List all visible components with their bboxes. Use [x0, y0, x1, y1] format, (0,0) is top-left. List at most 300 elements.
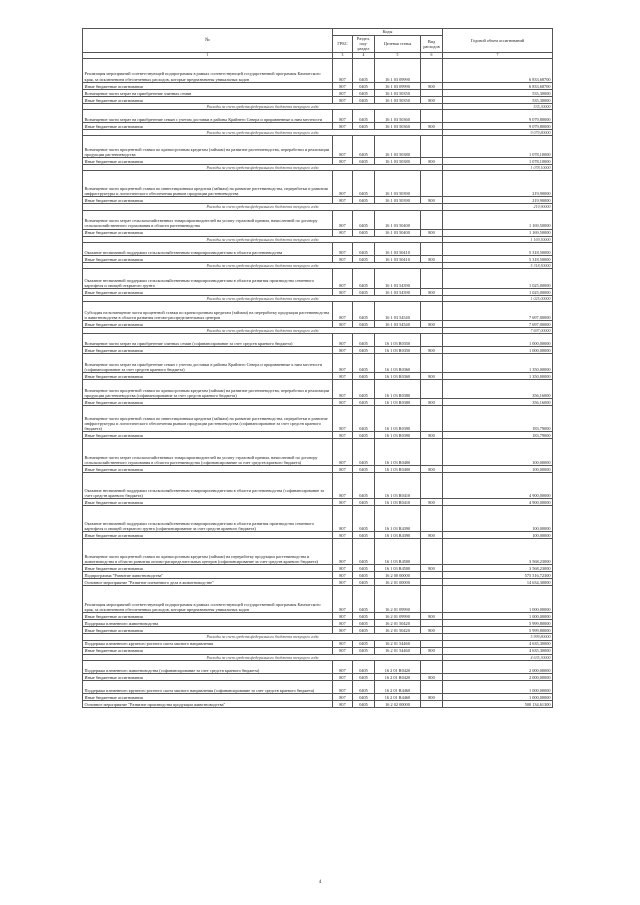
table-row: [83, 171, 553, 197]
row-target-article: 16 1 03 50350: [375, 89, 421, 96]
header-razdel: Раздел, под-раздел: [353, 36, 375, 53]
row-expense-type: 800: [421, 627, 443, 634]
note-text: Расходы за счет средств федерального бюджета текущего года: [83, 328, 443, 334]
row-target-article: 16 1 03 50400: [375, 229, 421, 236]
row-expense-type: [421, 586, 443, 613]
row-grbs: 807: [333, 171, 353, 197]
row-name: Иные бюджетные ассигнования: [83, 565, 333, 572]
row-grbs: 807: [333, 89, 353, 96]
row-target-article: 16 2 01 00000: [375, 579, 421, 586]
row-grbs: 807: [333, 123, 353, 130]
row-razdel: 0405: [353, 466, 375, 473]
row-grbs: 807: [333, 473, 353, 499]
row-razdel: 0405: [353, 586, 375, 613]
row-amount: 6 833,68700: [443, 58, 553, 82]
row-grbs: 807: [333, 647, 353, 654]
row-target-article: 16 1 03 R0350: [375, 334, 421, 347]
row-grbs: 807: [333, 334, 353, 347]
header-grbs: ГРБС: [333, 36, 353, 53]
row-expense-type: [421, 680, 443, 693]
row-name: Подпрограмма "Развитие животноводства": [83, 572, 333, 579]
row-name: Возмещение части процентной ставки по инвестиционным кредитам (займам) на развитие растениеводства, переработки и развития инфраструктуры и логистического обеспечения рынков продукции растениеводства: [83, 171, 333, 197]
row-grbs: 807: [333, 269, 353, 289]
row-razdel: 0405: [353, 229, 375, 236]
row-razdel: 0405: [353, 197, 375, 204]
row-grbs: 807: [333, 242, 353, 255]
table-row: [83, 565, 553, 572]
row-target-article: 16 1 03 50410: [375, 255, 421, 262]
row-target-article: 16 2 01 54460: [375, 640, 421, 647]
row-razdel: 0405: [353, 406, 375, 432]
row-target-article: 16 2 01 09990: [375, 586, 421, 613]
row-amount: 4 635,30000: [443, 640, 553, 647]
row-amount: 1 000,00000: [443, 613, 553, 620]
row-grbs: 807: [333, 572, 353, 579]
table-row: [83, 586, 553, 613]
row-grbs: 807: [333, 110, 353, 123]
note-sum: 535,30000: [443, 103, 553, 109]
row-expense-type: 800: [421, 693, 443, 700]
row-grbs: 807: [333, 532, 353, 539]
row-expense-type: 800: [421, 289, 443, 296]
header-tselevaya: Целевая статья: [375, 36, 421, 53]
row-expense-type: 800: [421, 613, 443, 620]
row-name: Иные бюджетные ассигнования: [83, 82, 333, 89]
row-grbs: 807: [333, 380, 353, 399]
row-razdel: 0405: [353, 289, 375, 296]
table-row: [83, 89, 553, 96]
row-expense-type: [421, 334, 443, 347]
header-index: 4: [353, 52, 375, 58]
table-row: [83, 399, 553, 406]
table-row: [83, 506, 553, 532]
row-razdel: 0405: [353, 380, 375, 399]
table-row: [83, 229, 553, 236]
table-row: [83, 499, 553, 506]
row-name: Иные бюджетные ассигнования: [83, 96, 333, 103]
row-name: Иные бюджетные ассигнования: [83, 197, 333, 204]
page-number: 4: [318, 880, 322, 885]
row-name: Оказание несвязанной поддержки сельскохозяйственным товаропроизводителям в области развития производства семенного картофеля и овощей открытого грунта (софинансирование за счет средств краевого бюджета): [83, 506, 333, 532]
row-amount: 5 999,80000: [443, 620, 553, 627]
row-amount: 1 025,00000: [443, 269, 553, 289]
header-index: 1: [83, 52, 333, 58]
note-sum: 1 169,50000: [443, 236, 553, 242]
row-amount: 219,90000: [443, 171, 553, 197]
table-row: [83, 572, 553, 579]
row-expense-type: 800: [421, 399, 443, 406]
row-name: Возмещение части процентной ставки по краткосрочным кредитам (займам) на переработку продукции растениеводства и животноводства в области развития оптово-распределительных центров (софинансирование за счет средств краевого бюджета): [83, 539, 333, 565]
row-name: Иные бюджетные ассигнования: [83, 673, 333, 680]
row-name: Возмещение части затрат сельскохозяйственных товаропроизводителей на уплату страховой премии, начисленной по договору сельскохозяйственного страхования в области растениеводства: [83, 210, 333, 229]
row-amount: 3 568,23000: [443, 539, 553, 565]
table-row: [83, 660, 553, 673]
row-name: Реализация мероприятий соответствующей подпрограммы в рамках соответствующей государственной программы Камчатского края, за исключением обеспеченных расходов, которые предназначены уникальных кодов: [83, 58, 333, 82]
row-target-article: 16 2 01 R4460: [375, 680, 421, 693]
row-name: Иные бюджетные ассигнования: [83, 373, 333, 380]
row-razdel: 0405: [353, 302, 375, 321]
row-grbs: 807: [333, 347, 353, 354]
row-expense-type: [421, 406, 443, 432]
row-amount: 4 900,00000: [443, 473, 553, 499]
row-target-article: 16 1 03 R4390: [375, 532, 421, 539]
row-amount: 183,79000: [443, 432, 553, 439]
table-row: [83, 539, 553, 565]
row-expense-type: 800: [421, 255, 443, 262]
row-target-article: 16 1 03 R0360: [375, 373, 421, 380]
row-name: Иные бюджетные ассигнования: [83, 347, 333, 354]
row-target-article: 16 1 03 R0350: [375, 347, 421, 354]
row-expense-type: 800: [421, 82, 443, 89]
row-grbs: 807: [333, 321, 353, 328]
row-grbs: 807: [333, 229, 353, 236]
row-grbs: 807: [333, 302, 353, 321]
row-target-article: 16 2 01 50420: [375, 627, 421, 634]
row-target-article: 16 2 01 50420: [375, 620, 421, 627]
row-target-article: 16 1 03 R0400: [375, 466, 421, 473]
row-name: Поддержка племенного животноводства: [83, 620, 333, 627]
row-razdel: 0405: [353, 373, 375, 380]
row-amount: 575 516,72300: [443, 572, 553, 579]
row-razdel: 0405: [353, 506, 375, 532]
row-razdel: 0405: [353, 89, 375, 96]
row-expense-type: [421, 210, 443, 229]
row-name: Реализация мероприятий соответствующей подпрограммы в рамках соответствующей государственной программы Камчатского края, за исключением обеспеченных расходов, которые предназначены уникальных кодов: [83, 586, 333, 613]
row-razdel: 0405: [353, 136, 375, 158]
row-target-article: 16 1 03 R0410: [375, 473, 421, 499]
row-razdel: 0405: [353, 627, 375, 634]
header-vid: Вид расходов: [421, 36, 443, 53]
row-razdel: 0405: [353, 110, 375, 123]
table-row: [83, 123, 553, 130]
header-index: 6: [421, 52, 443, 58]
row-grbs: 807: [333, 399, 353, 406]
row-name: Возмещение части процентной ставки по инвестиционным кредитам (займам) на развитие растениеводства, переработки и развитие инфраструктуры и логистического обеспечения рынков продукции растениеводства (софинансирование за счет средств краевого бюджета): [83, 406, 333, 432]
row-name: Иные бюджетные ассигнования: [83, 499, 333, 506]
row-name: Возмещение части процентной ставки по краткосрочным кредитам (займам) на развитие растениеводства, переработки и реализации продукции растениеводства (софинансирование за счет средств краевого бюджета): [83, 380, 333, 399]
row-amount: 3 568,23000: [443, 565, 553, 572]
table-row: [83, 269, 553, 289]
row-amount: 1 169,50000: [443, 210, 553, 229]
table-row: [83, 473, 553, 499]
row-name: Оказание несвязанной поддержки сельскохозяйственным товаропроизводителям в области растениеводства: [83, 242, 333, 255]
row-razdel: 0405: [353, 347, 375, 354]
row-grbs: 807: [333, 197, 353, 204]
row-expense-type: 800: [421, 532, 443, 539]
row-amount: 2 000,00000: [443, 660, 553, 673]
row-amount: 1 000,00000: [443, 680, 553, 693]
table-row: [83, 334, 553, 347]
row-expense-type: [421, 269, 443, 289]
row-target-article: 16 1 03 54390: [375, 289, 421, 296]
header-index: 7: [443, 52, 553, 58]
row-amount: 100,00000: [443, 506, 553, 532]
row-grbs: 807: [333, 432, 353, 439]
table-row: [83, 136, 553, 158]
table-row: [83, 432, 553, 439]
row-grbs: 807: [333, 499, 353, 506]
row-razdel: 0405: [353, 620, 375, 627]
row-expense-type: [421, 354, 443, 373]
row-amount: 4 635,30000: [443, 647, 553, 654]
table-row: [83, 255, 553, 262]
header-index: 3: [333, 52, 353, 58]
row-target-article: 16 1 03 R0360: [375, 354, 421, 373]
row-grbs: 807: [333, 627, 353, 634]
row-name: Основное мероприятие "Развитие племенного дела в животноводстве": [83, 579, 333, 586]
row-name: Иные бюджетные ассигнования: [83, 123, 333, 130]
row-name: Иные бюджетные ассигнования: [83, 289, 333, 296]
row-grbs: 807: [333, 586, 353, 613]
row-name: Иные бюджетные ассигнования: [83, 466, 333, 473]
row-expense-type: 800: [421, 123, 443, 130]
table-row: [83, 82, 553, 89]
row-target-article: 16 1 03 R0390: [375, 432, 421, 439]
table-body: [83, 58, 553, 707]
row-name: Иные бюджетные ассигнования: [83, 255, 333, 262]
row-grbs: 807: [333, 373, 353, 380]
header-num: №: [83, 29, 333, 53]
row-amount: 535,30000: [443, 89, 553, 96]
row-razdel: 0405: [353, 321, 375, 328]
row-expense-type: 800: [421, 96, 443, 103]
note-sum: 1 078,10000: [443, 165, 553, 171]
row-target-article: 16 1 03 09990: [375, 58, 421, 82]
row-expense-type: [421, 473, 443, 499]
row-razdel: 0405: [353, 579, 375, 586]
table-row: [83, 627, 553, 634]
row-expense-type: 800: [421, 432, 443, 439]
row-amount: 1 169,50000: [443, 229, 553, 236]
row-target-article: 16 1 03 R4390: [375, 506, 421, 532]
row-expense-type: [421, 439, 443, 466]
row-razdel: 0405: [353, 82, 375, 89]
row-razdel: 0405: [353, 158, 375, 165]
row-expense-type: 800: [421, 673, 443, 680]
row-grbs: 807: [333, 354, 353, 373]
table-row: [83, 158, 553, 165]
row-target-article: 16 1 03 R0410: [375, 499, 421, 506]
row-razdel: 0405: [353, 399, 375, 406]
row-target-article: 16 1 03 R4500: [375, 539, 421, 565]
row-razdel: 0405: [353, 680, 375, 693]
row-target-article: 16 1 03 50400: [375, 210, 421, 229]
row-razdel: 0405: [353, 700, 375, 707]
row-amount: 2 000,00000: [443, 673, 553, 680]
row-target-article: 16 1 03 09990: [375, 82, 421, 89]
note-text: Расходы за счет средств федерального бюджета текущего года: [83, 296, 443, 302]
row-name: Поддержка племенного крупного рогатого скота мясного направления (софинансирование за счет средств краевого бюджета): [83, 680, 333, 693]
budget-table: [82, 28, 553, 708]
note-sum: 9 079,80000: [443, 130, 553, 136]
row-grbs: 807: [333, 660, 353, 673]
row-grbs: 807: [333, 700, 353, 707]
table-row: [83, 673, 553, 680]
row-razdel: 0405: [353, 647, 375, 654]
table-row: [83, 289, 553, 296]
row-razdel: 0405: [353, 532, 375, 539]
row-razdel: 0405: [353, 171, 375, 197]
row-expense-type: [421, 572, 443, 579]
row-name: Основное мероприятие "Развитие производства продукции животноводства": [83, 700, 333, 707]
row-target-article: 16 1 03 50360: [375, 123, 421, 130]
row-name: Иные бюджетные ассигнования: [83, 158, 333, 165]
note-text: Расходы за счет средств федерального бюджета текущего года: [83, 165, 443, 171]
row-name: Поддержка племенного животноводства (софинансирование за счет средств краевого бюджета): [83, 660, 333, 673]
row-target-article: 16 1 03 50350: [375, 96, 421, 103]
row-expense-type: 800: [421, 347, 443, 354]
row-name: Возмещение части затрат на приобретение элитных семян (софинансирование за счет средств краевого бюджета): [83, 334, 333, 347]
row-name: Иные бюджетные ассигнования: [83, 627, 333, 634]
table-row: [83, 579, 553, 586]
row-grbs: 807: [333, 466, 353, 473]
row-grbs: 807: [333, 58, 353, 82]
row-amount: 219,90000: [443, 197, 553, 204]
row-amount: 9 079,80000: [443, 110, 553, 123]
row-expense-type: [421, 171, 443, 197]
row-grbs: 807: [333, 680, 353, 693]
row-target-article: 16 1 03 54540: [375, 321, 421, 328]
row-amount: 1 350,00000: [443, 354, 553, 373]
row-amount: 100,00000: [443, 532, 553, 539]
row-target-article: 16 1 03 50390: [375, 171, 421, 197]
row-name: Иные бюджетные ассигнования: [83, 399, 333, 406]
row-target-article: 16 1 03 50390: [375, 197, 421, 204]
row-grbs: 807: [333, 210, 353, 229]
row-amount: 356,16000: [443, 380, 553, 399]
row-expense-type: 800: [421, 466, 443, 473]
note-sum: 5 318,50000: [443, 262, 553, 268]
note-sum: 5 999,80000: [443, 634, 553, 640]
row-razdel: 0405: [353, 640, 375, 647]
row-grbs: 807: [333, 255, 353, 262]
row-razdel: 0405: [353, 439, 375, 466]
row-amount: 100,00000: [443, 466, 553, 473]
row-grbs: 807: [333, 158, 353, 165]
row-amount: 14 634,30000: [443, 579, 553, 586]
note-text: Расходы за счет средств федерального бюджета текущего года: [83, 236, 443, 242]
row-target-article: 16 1 03 54390: [375, 269, 421, 289]
row-name: Иные бюджетные ассигнования: [83, 532, 333, 539]
row-expense-type: [421, 660, 443, 673]
row-amount: 1 000,00000: [443, 693, 553, 700]
table-row: [83, 373, 553, 380]
note-text: Расходы за счет средств федерального бюджета текущего года: [83, 654, 443, 660]
row-expense-type: [421, 700, 443, 707]
row-expense-type: [421, 579, 443, 586]
row-amount: 5 318,50000: [443, 255, 553, 262]
row-name: Иные бюджетные ассигнования: [83, 647, 333, 654]
row-razdel: 0405: [353, 473, 375, 499]
row-razdel: 0405: [353, 432, 375, 439]
row-grbs: 807: [333, 673, 353, 680]
row-amount: 1 078,10000: [443, 136, 553, 158]
row-expense-type: 800: [421, 565, 443, 572]
row-target-article: 16 1 03 50410: [375, 242, 421, 255]
row-amount: 535,30000: [443, 96, 553, 103]
row-expense-type: [421, 380, 443, 399]
row-target-article: 16 1 03 R0390: [375, 406, 421, 432]
row-amount: 9 079,80000: [443, 123, 553, 130]
note-sum: 219,90000: [443, 204, 553, 210]
table-row: [83, 58, 553, 82]
row-amount: 5 318,50000: [443, 242, 553, 255]
row-expense-type: 800: [421, 499, 443, 506]
row-razdel: 0405: [353, 210, 375, 229]
row-expense-type: 800: [421, 373, 443, 380]
row-expense-type: 800: [421, 229, 443, 236]
row-grbs: 807: [333, 406, 353, 432]
row-razdel: 0405: [353, 334, 375, 347]
row-target-article: 16 2 01 R0420: [375, 673, 421, 680]
row-grbs: 807: [333, 539, 353, 565]
row-name: Иные бюджетные ассигнования: [83, 321, 333, 328]
row-target-article: 16 2 02 00000: [375, 700, 421, 707]
budget-document: [82, 28, 552, 708]
table-row: [83, 210, 553, 229]
row-name: Возмещение части затрат сельскохозяйственных товаропроизводителей на уплату страховой премии, начисленной по договору сельскохозяйственного страхования в области растениеводства (софинансирование за счет средств краевого бюджета): [83, 439, 333, 466]
row-amount: 5 999,80000: [443, 627, 553, 634]
row-expense-type: [421, 539, 443, 565]
table-row: [83, 439, 553, 466]
row-razdel: 0405: [353, 123, 375, 130]
table-row: [83, 647, 553, 654]
row-grbs: 807: [333, 96, 353, 103]
row-name: Возмещение части затрат на приобретение семян с учетом доставки в районы Крайнего Севера и приравненные к ним местности (софинансирование за счет средств краевого бюджета): [83, 354, 333, 373]
table-row: [83, 700, 553, 707]
row-expense-type: 800: [421, 321, 443, 328]
row-target-article: 16 2 01 09990: [375, 613, 421, 620]
header-codes: Коды: [333, 29, 443, 36]
row-razdel: 0405: [353, 255, 375, 262]
row-expense-type: [421, 620, 443, 627]
table-row: [83, 693, 553, 700]
row-razdel: 0405: [353, 242, 375, 255]
table-row: [83, 613, 553, 620]
table-row: [83, 380, 553, 399]
row-amount: 1 000,00000: [443, 347, 553, 354]
row-target-article: 16 2 01 R4460: [375, 693, 421, 700]
row-amount: 7 697,00000: [443, 302, 553, 321]
row-expense-type: [421, 110, 443, 123]
row-expense-type: [421, 640, 443, 647]
table-row: [83, 620, 553, 627]
row-amount: 7 697,00000: [443, 321, 553, 328]
table-row: [83, 321, 553, 328]
row-razdel: 0405: [353, 96, 375, 103]
row-expense-type: [421, 506, 443, 532]
table-row: [83, 110, 553, 123]
row-grbs: 807: [333, 579, 353, 586]
row-razdel: 0405: [353, 673, 375, 680]
table-row: [83, 242, 553, 255]
row-target-article: 16 1 03 50380: [375, 136, 421, 158]
row-name: Иные бюджетные ассигнования: [83, 613, 333, 620]
row-grbs: 807: [333, 613, 353, 620]
row-name: Иные бюджетные ассигнования: [83, 229, 333, 236]
row-razdel: 0405: [353, 613, 375, 620]
row-grbs: 807: [333, 82, 353, 89]
note-sum: 7 697,00000: [443, 328, 553, 334]
row-grbs: 807: [333, 693, 353, 700]
row-name: Субсидия на возмещение части процентной ставки по краткосрочным кредитам (займам) на переработку продукции растениеводства и животноводства в области развития оптово-распределительных центров: [83, 302, 333, 321]
row-amount: 6 833,68700: [443, 82, 553, 89]
row-amount: 1 350,00000: [443, 373, 553, 380]
row-name: Возмещение части затрат на приобретение элитных семян: [83, 89, 333, 96]
row-name: Возмещение части затрат на приобретение семян с учетом доставки в районы Крайнего Севера и приравненные к ним местности: [83, 110, 333, 123]
note-text: Расходы за счет средств федерального бюджета текущего года: [83, 130, 443, 136]
table-row: [83, 466, 553, 473]
